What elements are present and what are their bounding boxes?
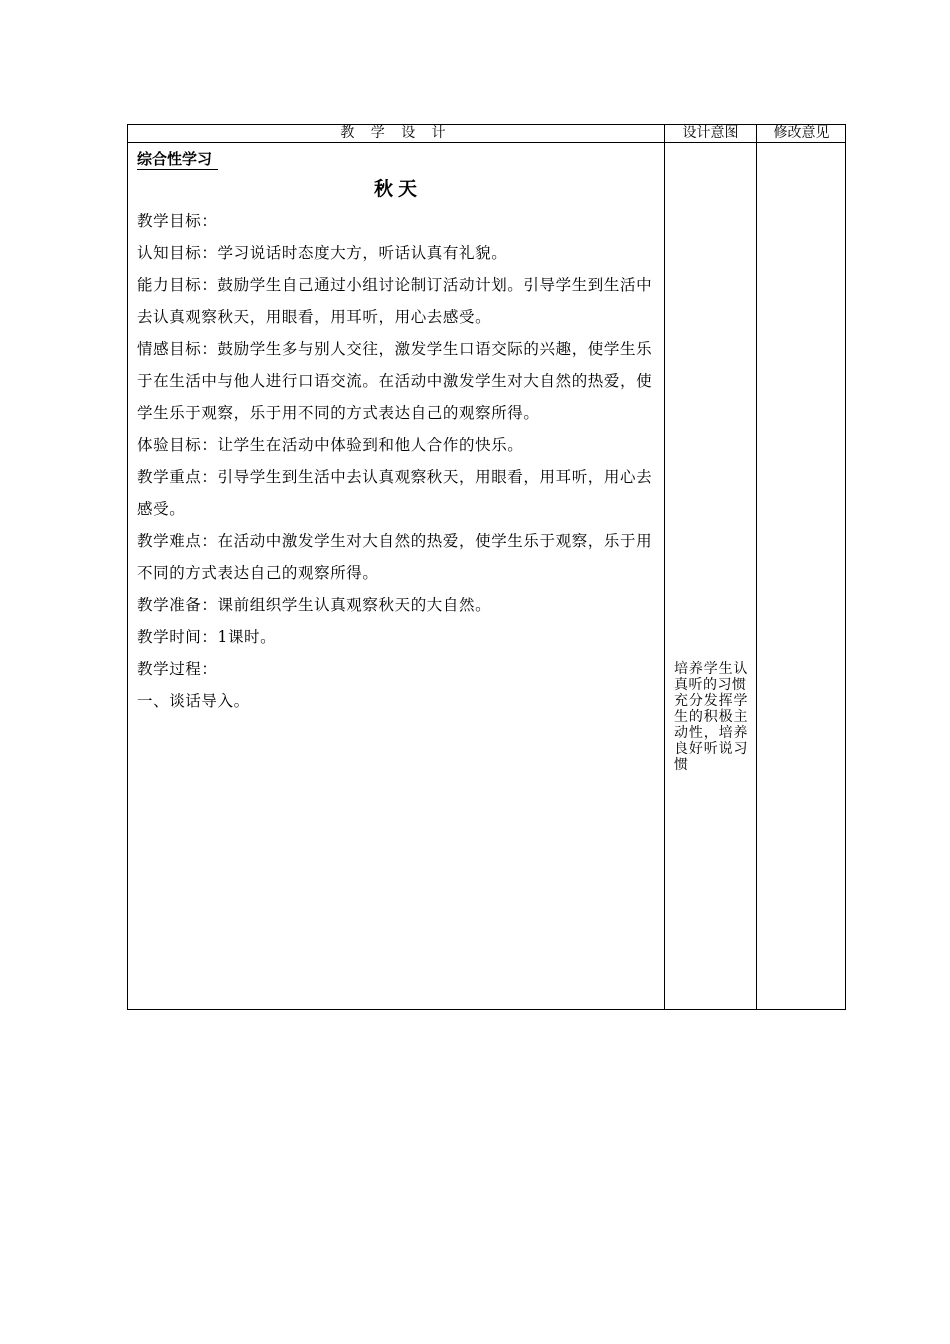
column-divider-revision — [756, 125, 757, 1009]
paragraph-experience-goal: 体验目标：让学生在活动中体验到和他人合作的快乐。 — [137, 436, 524, 454]
intent-note: 充分发挥学生的积极主动性，培养良好听说习惯 — [674, 693, 748, 773]
paragraph-emotional-goal: 情感目标：鼓励学生多与别人交往，激发学生口语交际的兴趣，使学生乐于在生活中与他人进行口语交流。在活动中激发学生对大自然的热爱，使学生乐于观察，乐于用不同的方式表达自己的观察所得。 — [137, 340, 653, 422]
header-row-divider — [128, 142, 845, 143]
header-design-intent: 设计意图 — [682, 125, 739, 141]
section-label: 综合性学习 — [137, 149, 218, 170]
paragraph-difficulties: 教学难点：在活动中激发学生对大自然的热爱，使学生乐于观察，乐于用不同的方式表达自己的观察所得。 — [137, 532, 653, 582]
paragraph-process-heading: 教学过程： — [137, 660, 218, 678]
lesson-body — [137, 205, 659, 717]
paragraph-time: 教学时间：1课时。 — [137, 628, 277, 646]
header-teaching-design: 教 学 设 计 — [340, 125, 452, 141]
lesson-plan-table — [127, 124, 846, 1010]
column-divider-intent — [664, 125, 665, 1009]
intent-note: 培养学生认真听的习惯 — [674, 661, 748, 693]
lesson-title: 秋天 — [373, 178, 422, 200]
paragraph-key-points: 教学重点：引导学生到生活中去认真观察秋天，用眼看，用耳听，用心去感受。 — [137, 468, 653, 518]
header-revision-notes: 修改意见 — [773, 125, 830, 141]
paragraph-step-one: 一、谈话导入。 — [137, 692, 250, 710]
teaching-design-cell — [137, 149, 659, 717]
paragraph-objectives-heading: 教学目标： — [137, 212, 218, 230]
paragraph-cognitive-goal: 认知目标：学习说话时态度大方，听话认真有礼貌。 — [137, 244, 508, 262]
paragraph-preparation: 教学准备：课前组织学生认真观察秋天的大自然。 — [137, 596, 492, 614]
paragraph-ability-goal: 能力目标：鼓励学生自己通过小组讨论制订活动计划。引导学生到生活中去认真观察秋天，用眼看，用耳听，用心去感受。 — [137, 276, 653, 326]
design-intent-cell — [674, 661, 748, 773]
